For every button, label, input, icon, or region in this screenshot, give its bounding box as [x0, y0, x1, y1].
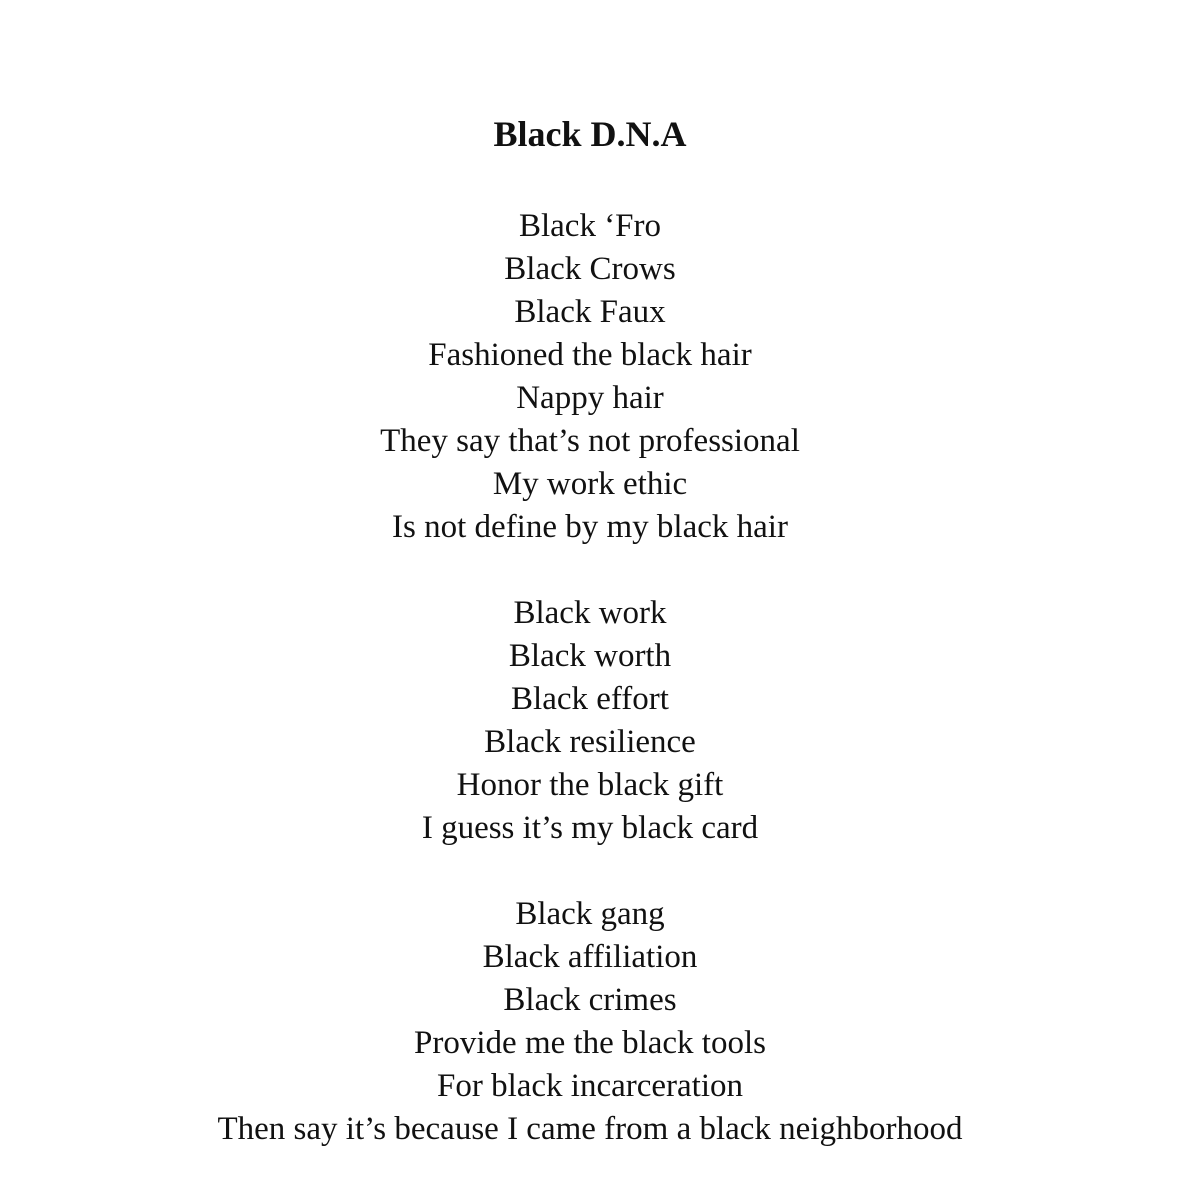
- poem-line: Black Crows: [504, 251, 676, 287]
- poem-line: Is not define by my black hair: [392, 509, 788, 545]
- poem-line: Black effort: [511, 681, 669, 717]
- stanza-2: [0, 592, 1180, 850]
- poem-title: Black D.N.A: [493, 114, 687, 154]
- stanza-3: [0, 893, 1180, 1151]
- stanza-1: [0, 205, 1180, 549]
- poem-line: Black resilience: [484, 724, 696, 760]
- poem-line: Black Faux: [514, 294, 666, 330]
- poem-line: Then say it’s because I came from a black neighborhood: [217, 1111, 963, 1147]
- poem-line: For black incarceration: [436, 1068, 744, 1104]
- poem-line: Black gang: [515, 896, 665, 932]
- poem-line: I guess it’s my black card: [421, 810, 759, 846]
- poem-line: Provide me the black tools: [414, 1025, 766, 1061]
- poem-line: They say that’s not professional: [380, 423, 800, 459]
- poem-line: Black affiliation: [482, 939, 698, 975]
- poem-line: Black worth: [508, 638, 672, 674]
- poem-line: Fashioned the black hair: [428, 337, 752, 373]
- poem-line: My work ethic: [492, 466, 688, 502]
- poem-line: Black ‘Fro: [518, 208, 662, 244]
- poem-line: Black work: [513, 595, 667, 631]
- poem-line: Honor the black gift: [456, 767, 724, 803]
- poem-line: Nappy hair: [516, 380, 664, 416]
- poem-line: Black crimes: [503, 982, 677, 1018]
